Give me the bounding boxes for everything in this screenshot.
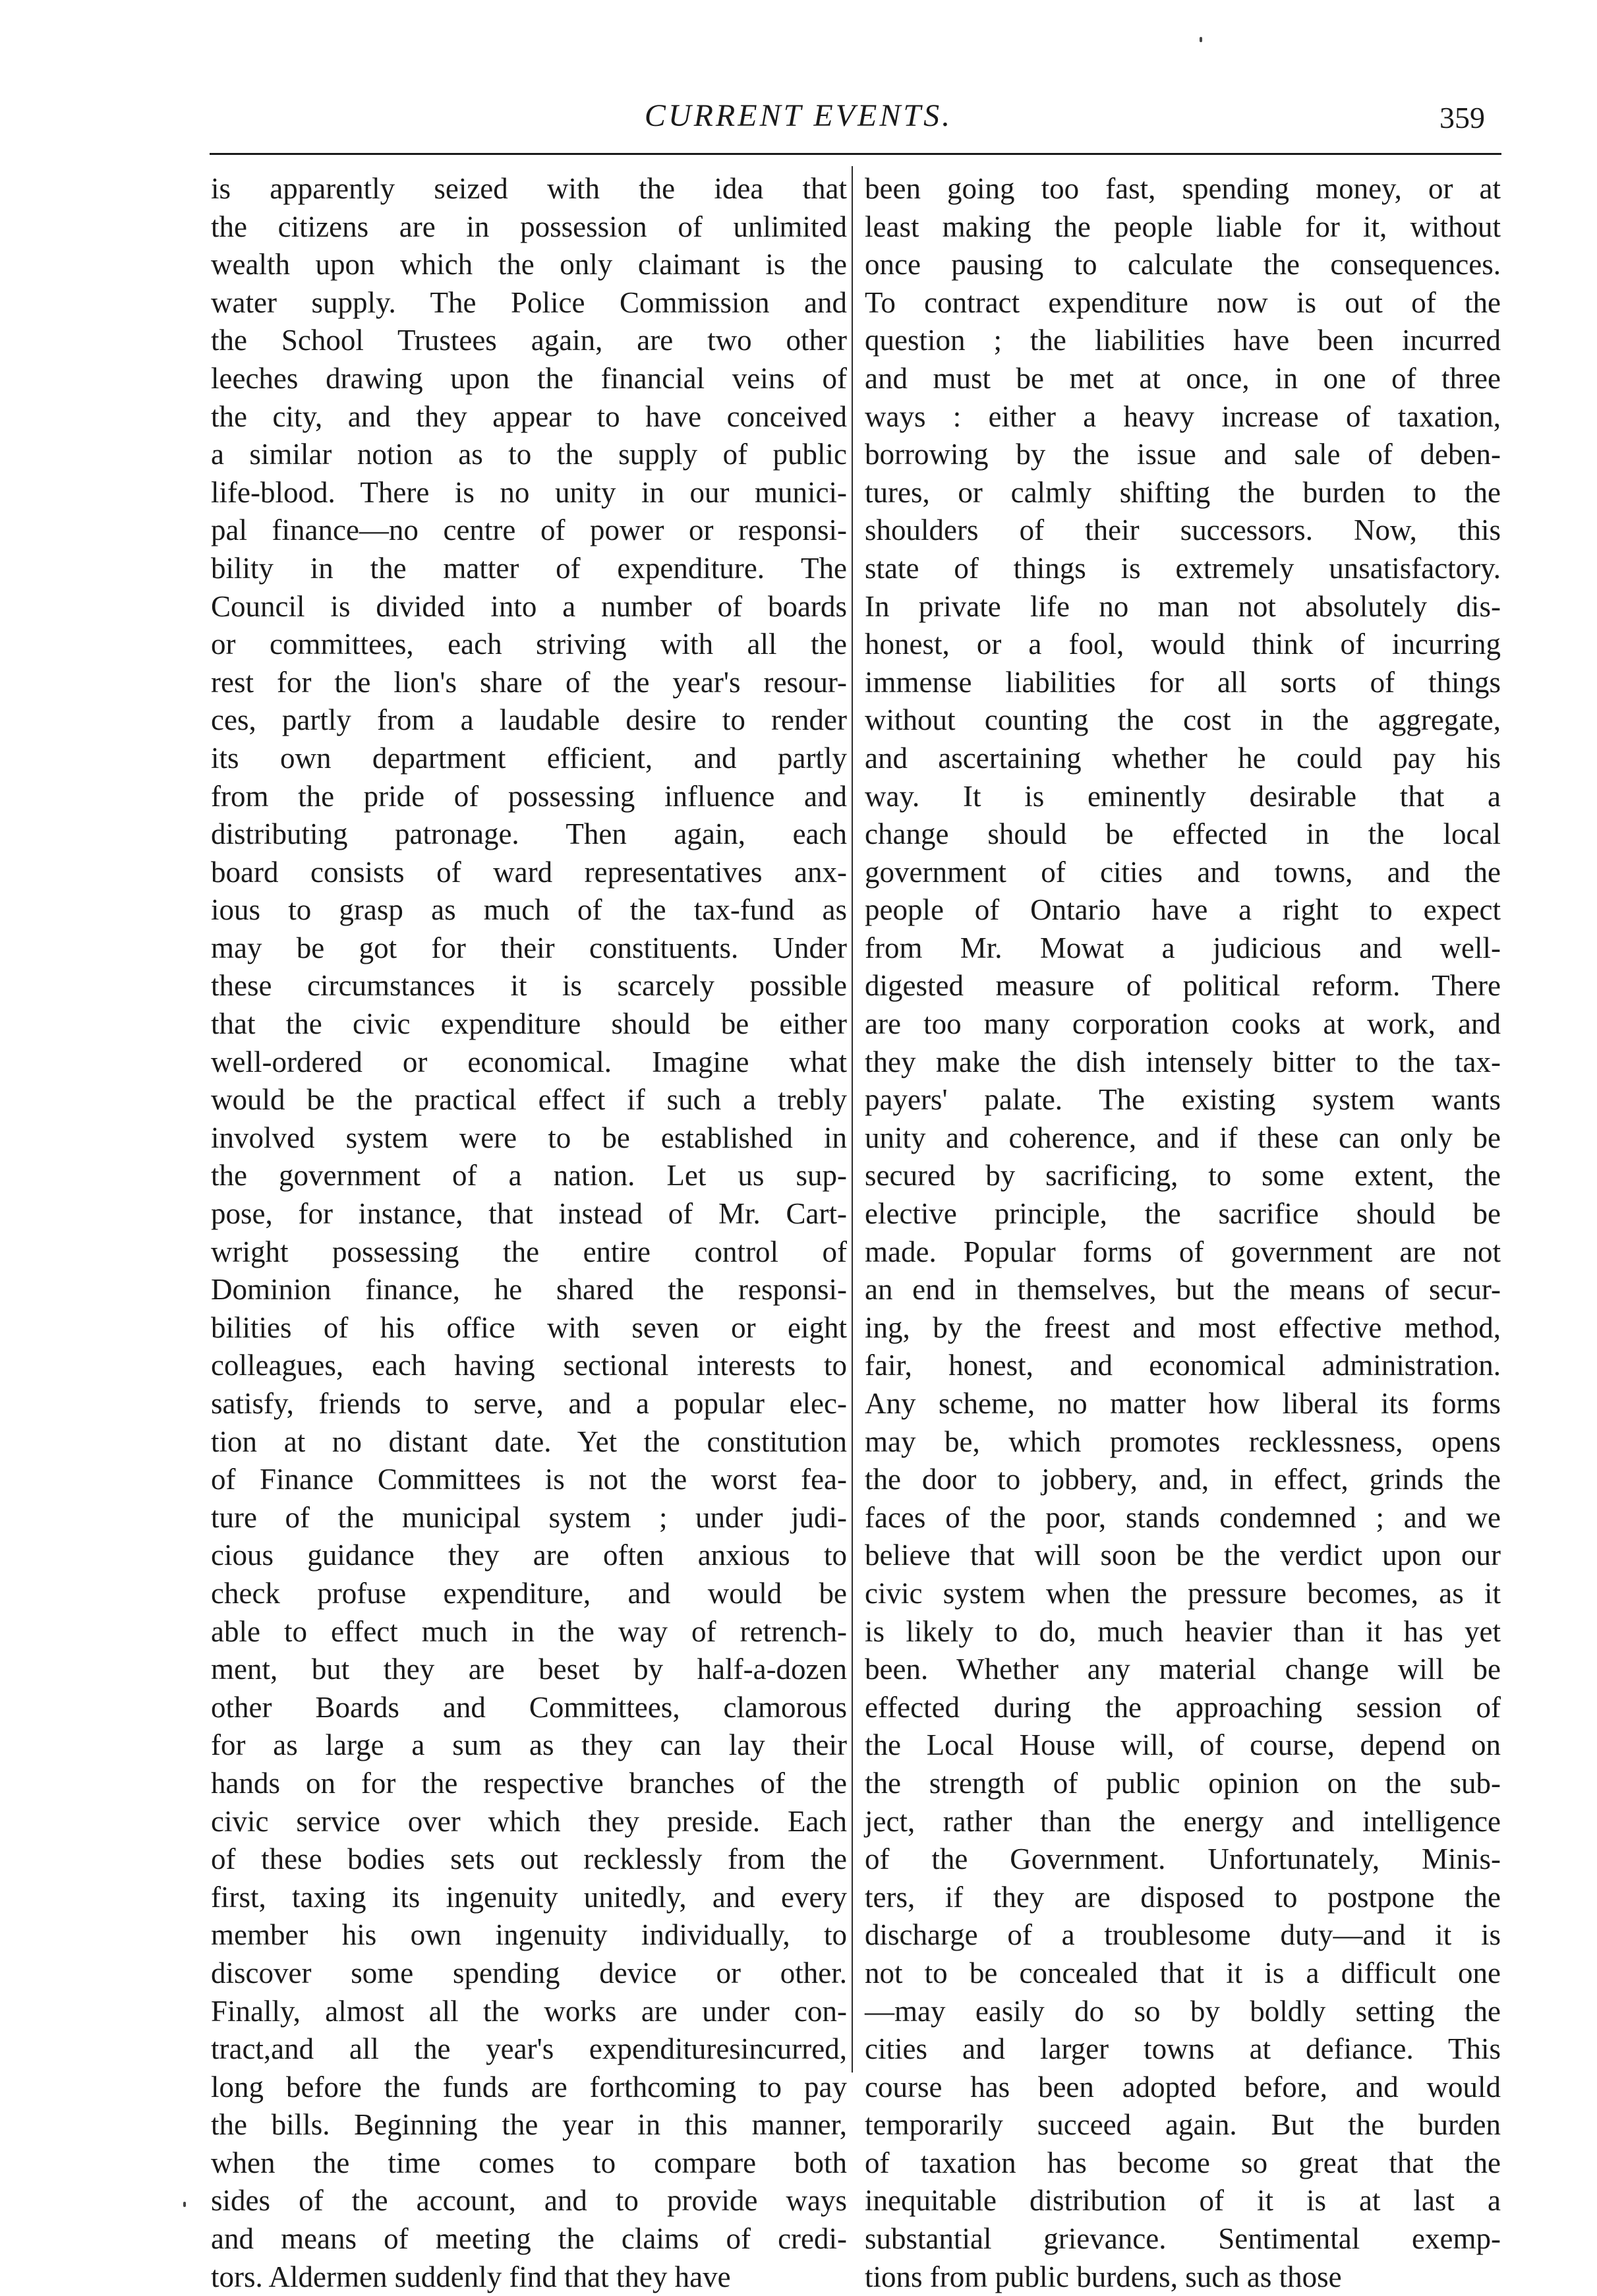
text-line: long before the funds are forthcoming to pay — [211, 2070, 847, 2104]
text-line: tract,and all the year's expendituresincurred, — [211, 2032, 847, 2066]
text-line: of these bodies sets out recklessly from the — [211, 1842, 847, 1876]
text-line: ces, partly from a laudable desire to render — [211, 703, 847, 737]
text-line: bilities of his office with seven or eight — [211, 1310, 847, 1344]
text-line: or committees, each striving with all the — [211, 628, 847, 661]
text-line: cities and larger towns at defiance. This — [865, 2032, 1501, 2066]
text-line: is apparently seized with the idea that — [211, 172, 847, 205]
text-line: temporarily succeed again. But the burden — [865, 2108, 1501, 2142]
text-line: first, taxing its ingenuity unitedly, and every — [211, 1880, 847, 1914]
text-line: borrowing by the issue and sale of deben- — [865, 438, 1501, 471]
text-line: state of things is extremely unsatisfactory. — [865, 551, 1501, 585]
text-line: effected during the approaching session of — [865, 1690, 1501, 1724]
text-line: ways : either a heavy increase of taxation, — [865, 399, 1501, 433]
text-column-right — [865, 170, 1501, 2293]
text-line: of Finance Committees is not the worst fea- — [211, 1463, 847, 1496]
text-line: fair, honest, and economical administration. — [865, 1349, 1501, 1382]
text-line: pal finance—no centre of power or responsi- — [211, 514, 847, 547]
text-line: cious guidance they are often anxious to — [211, 1539, 847, 1572]
text-line: rest for the lion's share of the year's resour- — [211, 665, 847, 699]
text-line: without counting the cost in the aggregate, — [865, 703, 1501, 737]
header-rule — [210, 153, 1501, 155]
text-line: the city, and they appear to have conceived — [211, 399, 847, 433]
text-line: for as large a sum as they can lay their — [211, 1728, 847, 1762]
text-line: that the civic expenditure should be either — [211, 1007, 847, 1041]
text-line: Council is divided into a number of boards — [211, 589, 847, 623]
text-line: discharge of a troublesome duty—and it is — [865, 1918, 1501, 1952]
text-line: least making the people liable for it, without — [865, 210, 1501, 243]
text-line: when the time comes to compare both — [211, 2146, 847, 2179]
text-line: way. It is eminently desirable that a — [865, 779, 1501, 813]
text-line: and means of meeting the claims of credi- — [211, 2222, 847, 2256]
text-line: substantial grievance. Sentimental exemp- — [865, 2222, 1501, 2256]
text-line: digested measure of political reform. There — [865, 969, 1501, 1003]
text-line: payers' palate. The existing system wants — [865, 1083, 1501, 1117]
text-column-left — [211, 170, 847, 2293]
text-line: tors. Aldermen suddenly find that they have — [211, 2260, 731, 2293]
text-line: question ; the liabilities have been incurred — [865, 324, 1501, 357]
text-line: wealth upon which the only claimant is the — [211, 248, 847, 281]
text-line: and ascertaining whether he could pay his — [865, 741, 1501, 775]
text-line: government of cities and towns, and the — [865, 855, 1501, 889]
text-line: course has been adopted before, and would — [865, 2070, 1501, 2104]
text-line: ious to grasp as much of the tax-fund as — [211, 893, 847, 927]
text-line: Dominion finance, he shared the responsi- — [211, 1273, 847, 1307]
text-line: unity and coherence, and if these can only be — [865, 1121, 1501, 1154]
text-line: and must be met at once, in one of three — [865, 361, 1501, 395]
text-line: bility in the matter of expenditure. The — [211, 551, 847, 585]
text-line: ing, by the freest and most effective method, — [865, 1310, 1501, 1344]
text-line: faces of the poor, stands condemned ; and we — [865, 1500, 1501, 1534]
text-line: from the pride of possessing influence and — [211, 779, 847, 813]
text-line: the citizens are in possession of unlimited — [211, 210, 847, 243]
text-line: once pausing to calculate the consequences. — [865, 248, 1501, 281]
text-line: Finally, almost all the works are under con- — [211, 1994, 847, 2028]
text-line: the bills. Beginning the year in this manner, — [211, 2108, 847, 2142]
text-line: To contract expenditure now is out of the — [865, 285, 1501, 319]
text-line: from Mr. Mowat a judicious and well- — [865, 931, 1501, 964]
text-line: not to be concealed that it is a difficult one — [865, 1956, 1501, 1989]
text-line: of the Government. Unfortunately, Minis- — [865, 1842, 1501, 1876]
text-line: been going too fast, spending money, or at — [865, 172, 1501, 205]
text-line: wright possessing the entire control of — [211, 1235, 847, 1268]
text-line: ters, if they are disposed to postpone the — [865, 1880, 1501, 1914]
text-line: colleagues, each having sectional interests to — [211, 1349, 847, 1382]
text-line: would be the practical effect if such a trebly — [211, 1083, 847, 1117]
text-line: pose, for instance, that instead of Mr. Cart- — [211, 1197, 847, 1231]
page-number: 359 — [1439, 101, 1485, 134]
text-line: the government of a nation. Let us sup- — [211, 1159, 847, 1192]
text-line: the strength of public opinion on the sub- — [865, 1766, 1501, 1800]
text-line: leeches drawing upon the financial veins of — [211, 361, 847, 395]
text-line: secured by sacrificing, to some extent, the — [865, 1159, 1501, 1192]
text-line: life-blood. There is no unity in our munici- — [211, 475, 847, 509]
text-line: well-ordered or economical. Imagine what — [211, 1045, 847, 1078]
text-line: involved system were to be established in — [211, 1121, 847, 1154]
text-line: people of Ontario have a right to expect — [865, 893, 1501, 927]
text-line: tions from public burdens, such as those — [865, 2260, 1342, 2293]
text-line: its own department efficient, and partly — [211, 741, 847, 775]
text-line: board consists of ward representatives anx- — [211, 855, 847, 889]
text-line: other Boards and Committees, clamorous — [211, 1690, 847, 1724]
text-line: honest, or a fool, would think of incurring — [865, 628, 1501, 661]
text-line: —may easily do so by boldly setting the — [865, 1994, 1501, 2028]
text-line: is likely to do, much heavier than it has yet — [865, 1614, 1501, 1648]
page-header — [0, 0, 1597, 158]
text-line: made. Popular forms of government are not — [865, 1235, 1501, 1268]
text-line: tion at no distant date. Yet the constitution — [211, 1425, 847, 1458]
text-line: are too many corporation cooks at work, and — [865, 1007, 1501, 1041]
text-line: ture of the municipal system ; under judi- — [211, 1500, 847, 1534]
text-line: an end in themselves, but the means of secur- — [865, 1273, 1501, 1307]
text-line: hands on for the respective branches of the — [211, 1766, 847, 1800]
text-line: able to effect much in the way of retrench- — [211, 1614, 847, 1648]
text-line: inequitable distribution of it is at last a — [865, 2184, 1501, 2218]
column-divider — [852, 166, 853, 2073]
text-line: a similar notion as to the supply of public — [211, 438, 847, 471]
text-line: elective principle, the sacrifice should be — [865, 1197, 1501, 1231]
text-line: the Local House will, of course, depend on — [865, 1728, 1501, 1762]
text-line: these circumstances it is scarcely possible — [211, 969, 847, 1003]
text-line: sides of the account, and to provide ways — [211, 2184, 847, 2218]
text-line: water supply. The Police Commission and — [211, 285, 847, 319]
text-line: civic service over which they preside. Each — [211, 1804, 847, 1838]
text-line: the door to jobbery, and, in effect, grinds the — [865, 1463, 1501, 1496]
text-line: they make the dish intensely bitter to the tax- — [865, 1045, 1501, 1078]
text-line: distributing patronage. Then again, each — [211, 817, 847, 851]
text-line: been. Whether any material change will be — [865, 1653, 1501, 1686]
text-line: Any scheme, no matter how liberal its forms — [865, 1387, 1501, 1420]
text-line: tures, or calmly shifting the burden to the — [865, 475, 1501, 509]
text-line: discover some spending device or other. — [211, 1956, 847, 1989]
text-line: check profuse expenditure, and would be — [211, 1576, 847, 1610]
print-speck — [183, 2202, 186, 2207]
text-line: believe that will soon be the verdict upon our — [865, 1539, 1501, 1572]
text-line: shoulders of their successors. Now, this — [865, 514, 1501, 547]
running-head: CURRENT EVENTS. — [644, 98, 953, 133]
text-line: of taxation has become so great that the — [865, 2146, 1501, 2179]
text-line: civic system when the pressure becomes, as it — [865, 1576, 1501, 1610]
text-line: change should be effected in the local — [865, 817, 1501, 851]
text-line: satisfy, friends to serve, and a popular elec- — [211, 1387, 847, 1420]
text-line: ject, rather than the energy and intelligence — [865, 1804, 1501, 1838]
text-line: ment, but they are beset by half-a-dozen — [211, 1653, 847, 1686]
text-line: may be got for their constituents. Under — [211, 931, 847, 964]
text-line: member his own ingenuity individually, to — [211, 1918, 847, 1952]
text-line: In private life no man not absolutely dis- — [865, 589, 1501, 623]
text-line: the School Trustees again, are two other — [211, 324, 847, 357]
text-line: may be, which promotes recklessness, opens — [865, 1425, 1501, 1458]
text-line: immense liabilities for all sorts of things — [865, 665, 1501, 699]
